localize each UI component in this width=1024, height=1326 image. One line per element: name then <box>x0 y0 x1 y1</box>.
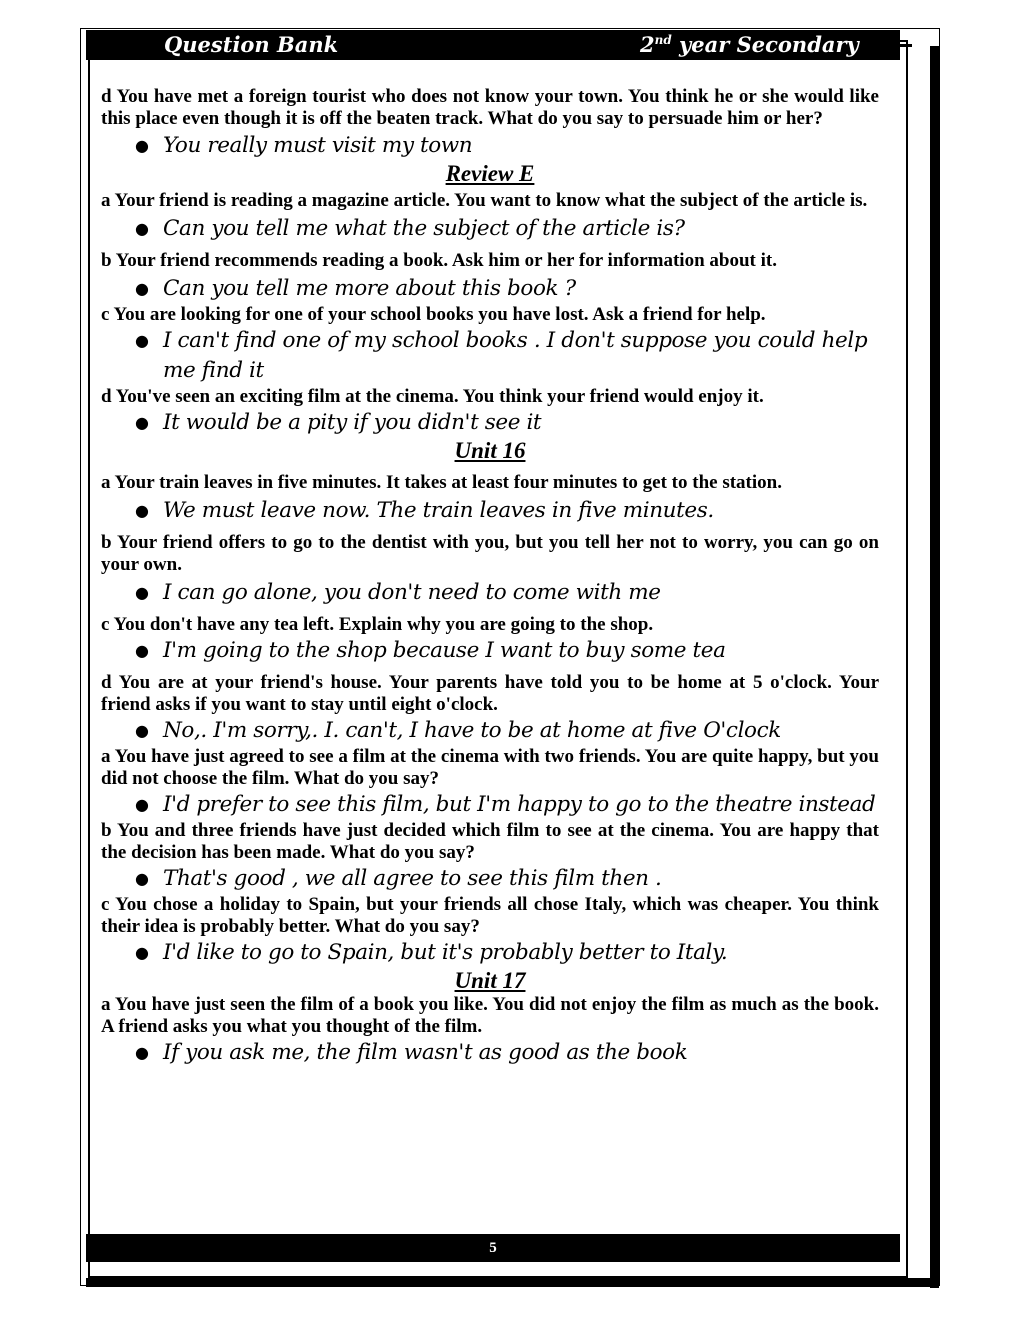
question: a Your train leaves in five minutes. It takes at least four minutes to get to the station. <box>101 472 782 493</box>
answer: ● I can't find one of my school books . I don't suppose you could help me find it <box>135 328 868 383</box>
bullet-icon: ● <box>135 869 149 888</box>
question: b Your friend offers to go to the dentist with you, but you tell her not to worry, you can go on your own. <box>101 532 879 575</box>
grade-number: 2 <box>640 32 655 57</box>
section-heading: Review E <box>445 161 535 186</box>
header-tab <box>898 44 912 47</box>
question: a Your friend is reading a magazine article. You want to know what the subject of the article is. <box>101 190 868 211</box>
answer: ● You really must visit my town <box>101 131 879 161</box>
question: d You have met a foreign tourist who does not know your town. You think he or she would like this place even though it is off the beaten track. What do you say to persuade him or her? <box>101 86 879 129</box>
page-footer <box>86 1234 900 1262</box>
bullet-icon: ● <box>135 641 149 660</box>
bullet-icon: ● <box>135 583 149 602</box>
answer: ● It would be a pity if you didn't see it <box>101 408 879 438</box>
question: c You chose a holiday to Spain, but your friends all chose Italy, which was cheaper. You think their idea is probably better. What do you say? <box>101 894 879 937</box>
bullet-icon: ● <box>135 413 149 432</box>
bullet-icon: ● <box>135 136 149 155</box>
answer: ● Can you tell me more about this book ? <box>101 274 879 304</box>
bullet-icon: ● <box>135 501 149 520</box>
answer: ● I can go alone, you don't need to come with me <box>101 578 879 608</box>
answer: ● That's good , we all agree to see this film then . <box>101 864 879 894</box>
answer: ● We must leave now. The train leaves in five minutes. <box>101 496 879 526</box>
page-shadow-right <box>930 46 939 1288</box>
question: c You are looking for one of your school books you have lost. Ask a friend for help. <box>101 304 766 325</box>
answer: ● I'm going to the shop because I want to buy some tea <box>101 636 879 666</box>
section-heading: Unit 17 <box>454 968 526 993</box>
answer: ● No,. I'm sorry,. I. can't, I have to be at home at five O'clock <box>101 716 879 746</box>
bullet-icon: ● <box>135 219 149 238</box>
page-header <box>86 30 900 60</box>
answer: ● If you ask me, the film wasn't as good as the book <box>101 1038 879 1068</box>
bullet-icon: ● <box>135 331 149 350</box>
question: b Your friend recommends reading a book. Ask him or her for information about it. <box>101 250 777 271</box>
question: a You have just agreed to see a film at the cinema with two friends. You are quite happy, but you did not choose the film. What do you say? <box>101 746 879 789</box>
question: d You are at your friend's house. Your parents have told you to be home at 5 o'clock. Your friend asks if you want to stay until eight o'clock. <box>101 672 879 715</box>
question: d You've seen an exciting film at the cinema. You think your friend would enjoy it. <box>101 386 764 407</box>
answer: ● I'd prefer to see this film, but I'm happy to go to the theatre instead <box>101 790 879 820</box>
question: c You don't have any tea left. Explain why you are going to the shop. <box>101 614 654 635</box>
answer: ● Can you tell me what the subject of the article is? <box>101 214 879 244</box>
answer: ● I'd like to go to Spain, but it's probably better to Italy. <box>101 938 879 968</box>
bullet-icon: ● <box>135 1043 149 1062</box>
grade-suffix: nd <box>654 33 672 47</box>
question-list <box>101 86 879 1068</box>
question: b You and three friends have just decided which film to see at the cinema. You are happy that the decision has been made. What do you say? <box>101 820 879 863</box>
bullet-icon: ● <box>135 943 149 962</box>
header-title: Question Bank <box>164 32 339 57</box>
page-shadow-bottom <box>86 1278 939 1287</box>
section-heading: Unit 16 <box>454 438 526 463</box>
header-grade <box>640 32 859 57</box>
grade-label: year Secondary <box>671 32 859 57</box>
bullet-icon: ● <box>135 279 149 298</box>
question: a You have just seen the film of a book you like. You did not enjoy the film as much as the book. A friend asks you what you thought of the film. <box>101 994 879 1037</box>
bullet-icon: ● <box>135 721 149 740</box>
page-number: 5 <box>489 1240 497 1256</box>
bullet-icon: ● <box>135 795 149 814</box>
